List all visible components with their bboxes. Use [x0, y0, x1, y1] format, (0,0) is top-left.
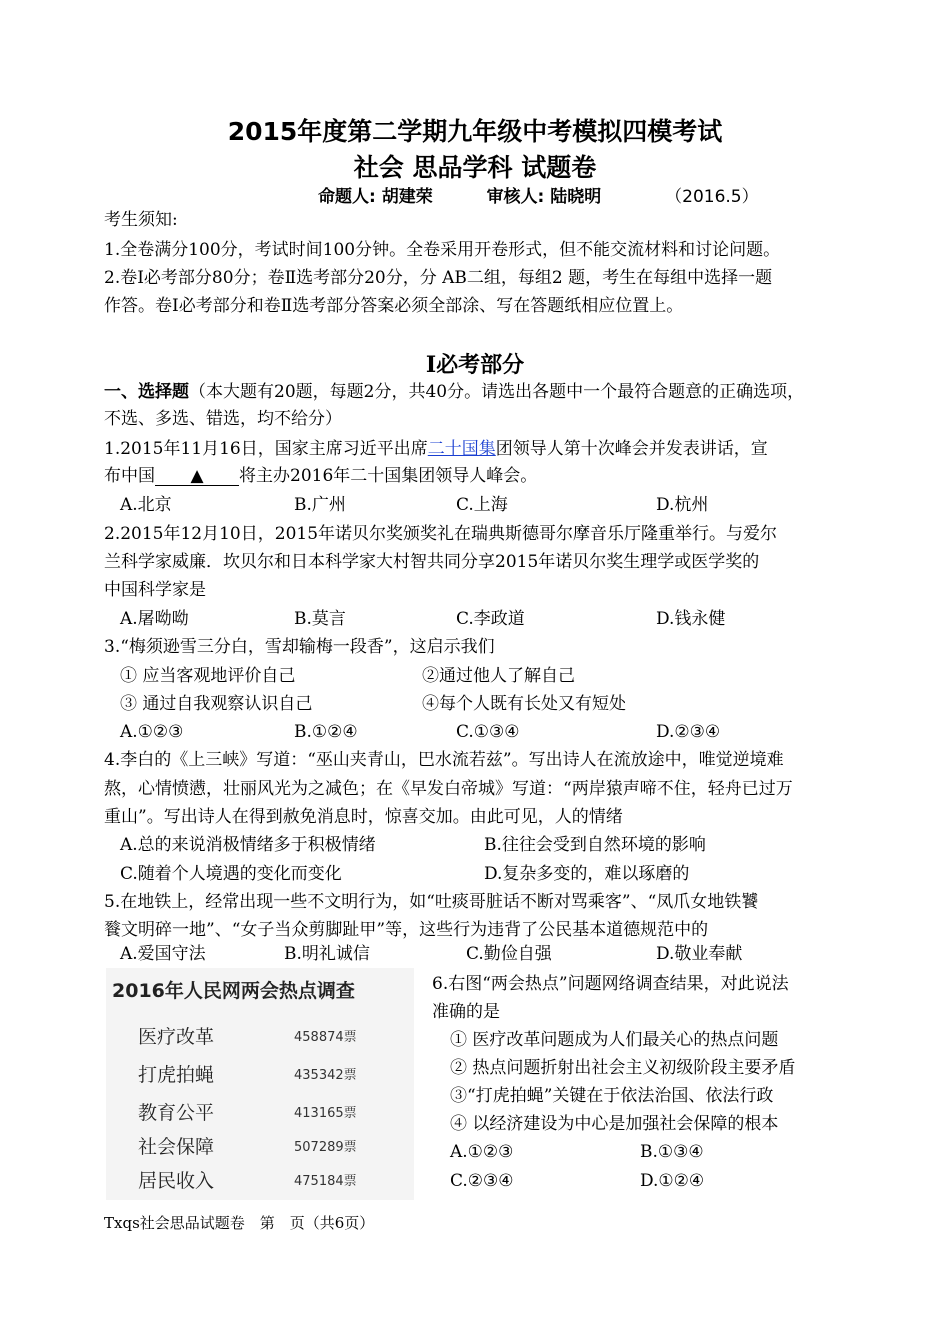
figure-row-value: 507289票: [294, 1140, 357, 1155]
question-1-stem: [104, 464, 537, 488]
exam-date: （2016.5）: [665, 187, 759, 207]
statement-2: ② 热点问题折射出社会主义初级阶段主要矛盾: [450, 1058, 796, 1078]
question-2-stem: 2.2015年12月10日，2015年诺贝尔奖颁奖礼在瑞典斯德哥尔摩音乐厅隆重举行。与爱尔: [104, 524, 778, 544]
figure-title: 2016年人民网两会热点调查: [112, 980, 355, 1002]
notice-line: 作答。卷Ⅰ必考部分和卷Ⅱ选考部分答案必须全部涂、写在答题纸相应位置上。: [104, 296, 684, 316]
notice-line: 1.全卷满分100分，考试时间100分钟。全卷采用开卷形式，但不能交流材料和讨论问题。: [104, 240, 781, 260]
figure-row: [138, 1020, 398, 1052]
answer-blank: ▲: [155, 467, 239, 486]
option-d[interactable]: D.②③④: [656, 722, 721, 742]
question-4-stem: 重山”。写出诗人在得到赦免消息时，惊喜交加。由此可见，人的情绪: [104, 807, 623, 827]
exam-title: 2015年度第二学期九年级中考模拟四模考试: [227, 117, 723, 146]
question-1-stem: [104, 437, 768, 461]
statement-1: ① 应当客观地评价自己: [120, 666, 296, 686]
statement-2: ②通过他人了解自己: [422, 666, 575, 686]
option-c[interactable]: C.李政道: [456, 609, 525, 629]
part-heading: [104, 380, 804, 404]
option-d[interactable]: D.钱永健: [656, 609, 726, 629]
option-b[interactable]: B.①②④: [294, 722, 358, 742]
statement-4: ④每个人既有长处又有短处: [422, 694, 626, 714]
author-line: [318, 182, 759, 207]
option-a[interactable]: A.北京: [120, 495, 172, 515]
figure-row-label: 打虎拍蝇: [138, 1064, 215, 1086]
option-d[interactable]: D.复杂多变的，难以琢磨的: [484, 864, 690, 884]
option-c[interactable]: C.随着个人境遇的变化而变化: [120, 864, 342, 884]
option-a[interactable]: A.总的来说消极情绪多于积极情绪: [120, 835, 376, 855]
question-text: 布中国: [104, 466, 155, 486]
figure-row-value: 435342票: [294, 1068, 357, 1083]
figure-row-label: 医疗改革: [138, 1026, 215, 1048]
option-a[interactable]: A.①②③: [120, 722, 184, 742]
option-b[interactable]: B.明礼诚信: [284, 944, 370, 964]
question-4-stem: 4.李白的《上三峡》写道：“巫山夹青山，巴水流若兹”。写出诗人在流放途中，唯觉逆境难: [104, 750, 784, 770]
part-description: （本大题有20题，每题2分，共40分。请选出各题中一个最符合题意的正确选项，: [189, 382, 805, 402]
author: 命题人: 胡建荣: [318, 187, 433, 207]
figure-row: [138, 1164, 398, 1196]
question-2-stem: 中国科学家是: [104, 580, 206, 600]
option-a[interactable]: A.屠呦呦: [120, 609, 189, 629]
part-label: 一、选择题: [104, 382, 189, 402]
option-d[interactable]: D.敬业奉献: [656, 944, 743, 964]
option-b[interactable]: B.往往会受到自然环境的影响: [484, 835, 706, 855]
option-b[interactable]: B.①③④: [640, 1142, 704, 1162]
statement-3: ③ 通过自我观察认识自己: [120, 694, 313, 714]
option-d[interactable]: D.①②④: [640, 1171, 705, 1191]
g20-link[interactable]: 二十国集: [427, 439, 496, 459]
option-c[interactable]: C.②③④: [450, 1171, 514, 1191]
figure-row-value: 458874票: [294, 1030, 357, 1045]
question-5-stem: 餮文明碎一地”、“女子当众剪脚趾甲”等，这些行为违背了公民基本道德规范中的: [104, 920, 709, 940]
option-d[interactable]: D.杭州: [656, 495, 709, 515]
question-6-stem: 6.右图“两会热点”问题网络调查结果，对此说法: [432, 974, 789, 994]
question-text: 团领导人第十次峰会并发表讲话，宣: [495, 439, 768, 459]
figure-row-label: 社会保障: [138, 1136, 215, 1158]
option-b[interactable]: B.莫言: [294, 609, 346, 629]
figure-row: [138, 1130, 398, 1162]
statement-1: ① 医疗改革问题成为人们最关心的热点问题: [450, 1030, 779, 1050]
figure-row-value: 475184票: [294, 1174, 357, 1189]
question-4-stem: 熬，心情愤懑，壮丽风光为之减色；在《早发白帝城》写道：“两岸猿声啼不住，轻舟已过万: [104, 779, 793, 799]
option-c[interactable]: C.勤俭自强: [466, 944, 552, 964]
section-title: Ⅰ必考部分: [425, 352, 525, 378]
question-5-stem: 5.在地铁上，经常出现一些不文明行为，如“吐痰哥脏话不断对骂乘客”、“凤爪女地铁饕: [104, 892, 759, 912]
option-b[interactable]: B.广州: [294, 495, 346, 515]
option-a[interactable]: A.爱国守法: [120, 944, 206, 964]
figure-row-label: 教育公平: [138, 1102, 215, 1124]
notice-line: 2.卷Ⅰ必考部分80分；卷Ⅱ选考部分20分，分 AB二组，每组2 题，考生在每组中选择一题: [104, 268, 773, 288]
survey-figure: [106, 968, 414, 1200]
question-3-stem: 3.“梅须逊雪三分白，雪却输梅一段香”，这启示我们: [104, 637, 495, 657]
option-a[interactable]: A.①②③: [450, 1142, 514, 1162]
statement-4: ④ 以经济建设为中心是加强社会保障的根本: [450, 1114, 779, 1134]
notice-heading: 考生须知:: [104, 210, 178, 230]
question-text: 将主办2016年二十国集团领导人峰会。: [239, 466, 538, 486]
exam-subtitle: 社会 思品学科 试题卷: [353, 153, 597, 182]
statement-3: ③“打虎拍蝇”关键在于依法治国、依法行政: [450, 1086, 774, 1106]
figure-row-value: 413165票: [294, 1106, 357, 1121]
question-text: 1.2015年11月16日，国家主席习近平出席: [104, 439, 428, 459]
option-c[interactable]: C.①③④: [456, 722, 520, 742]
reviewer: 审核人: 陆晓明: [486, 187, 602, 207]
question-2-stem: 兰科学家威廉．坎贝尔和日本科学家大村智共同分享2015年诺贝尔奖生理学或医学奖的: [104, 552, 760, 572]
figure-row: [138, 1058, 398, 1090]
figure-row: [138, 1096, 398, 1128]
page-footer: Txqs社会思品试题卷 第 页（共6页）: [104, 1214, 375, 1232]
option-c[interactable]: C.上海: [456, 495, 508, 515]
figure-row-label: 居民收入: [138, 1170, 215, 1192]
part-description: 不选、多选、错选，均不给分）: [104, 409, 342, 429]
question-6-stem: 准确的是: [432, 1002, 500, 1022]
